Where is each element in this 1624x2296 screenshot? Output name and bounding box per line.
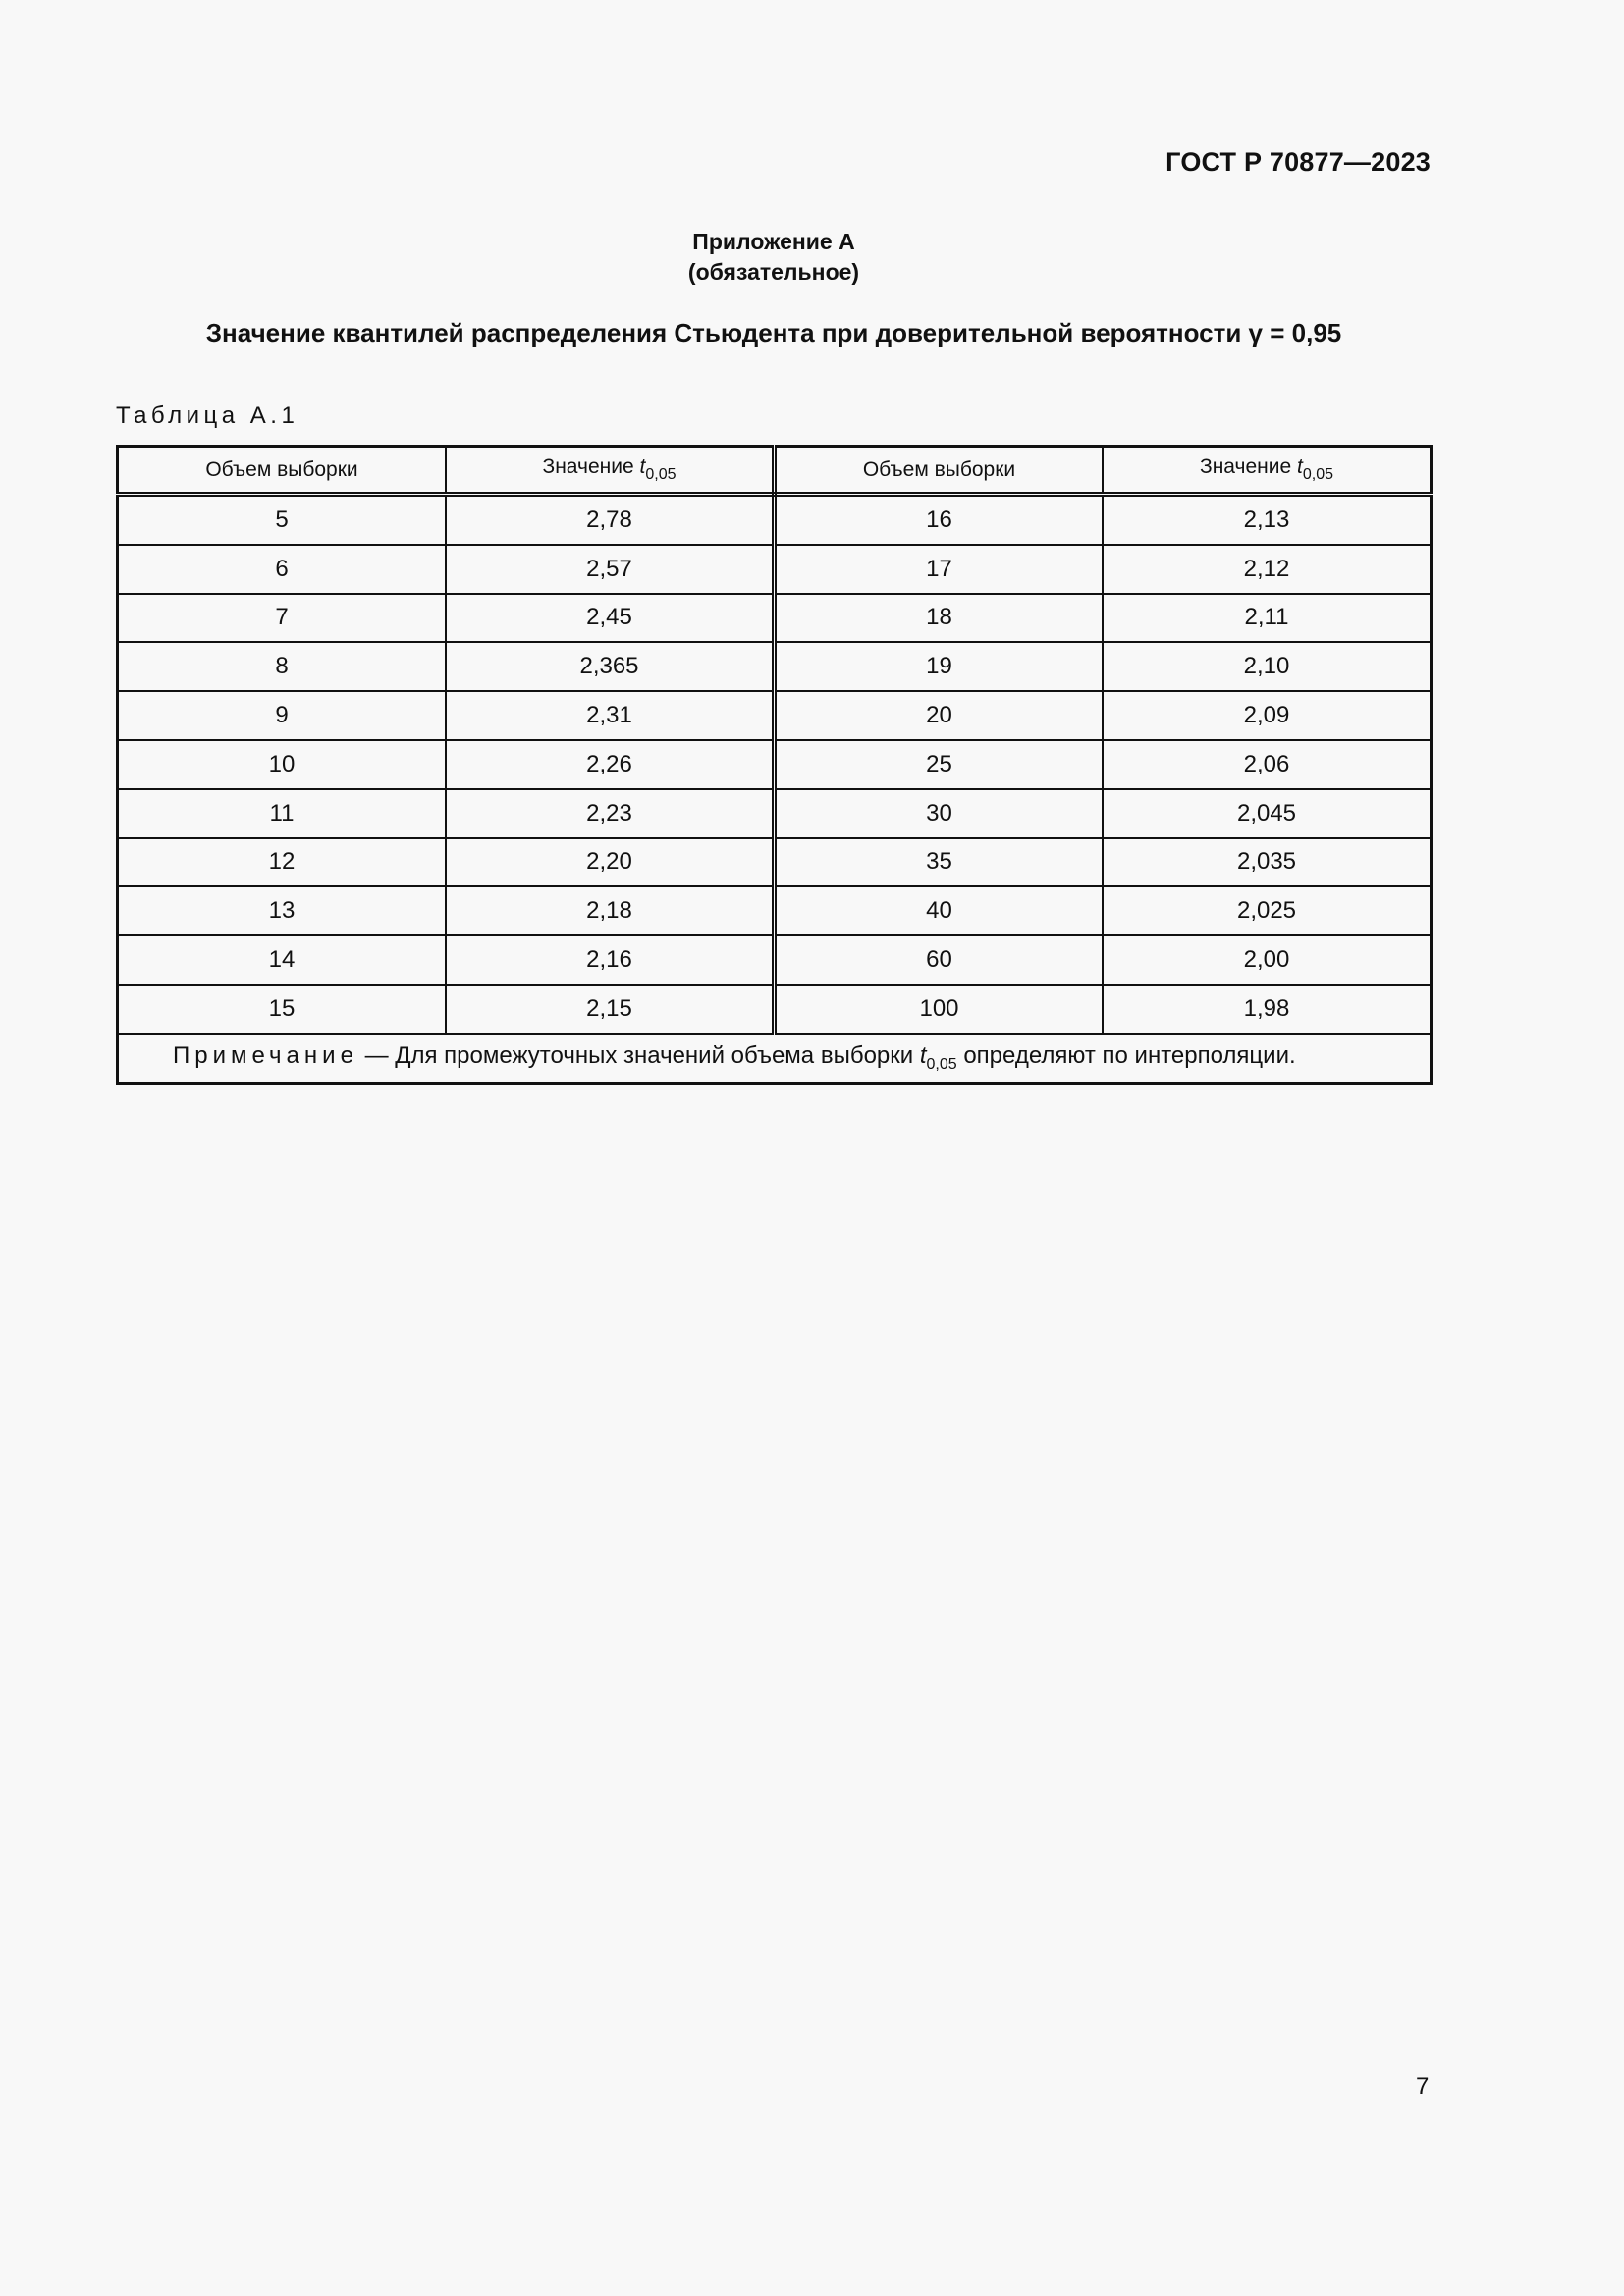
sample-size-cell: 12 bbox=[118, 838, 447, 887]
table-row bbox=[118, 935, 1432, 985]
quantile-value-cell: 2,31 bbox=[446, 691, 775, 740]
document-title: Значение квантилей распределения Стьюдента при доверительной вероятности γ = 0,95 bbox=[205, 318, 1342, 347]
sample-size-cell: 18 bbox=[775, 594, 1104, 643]
column-header-sample-size-2: Объем выборки bbox=[775, 447, 1104, 495]
table-note-row bbox=[118, 1034, 1432, 1083]
sample-size-cell: 16 bbox=[775, 495, 1104, 545]
quantile-value-cell: 1,98 bbox=[1103, 985, 1432, 1034]
quantile-value-cell: 2,06 bbox=[1103, 740, 1432, 789]
quantile-value-cell: 2,045 bbox=[1103, 789, 1432, 838]
page-number: 7 bbox=[1416, 2073, 1430, 2100]
sample-size-cell: 25 bbox=[775, 740, 1104, 789]
quantile-table bbox=[116, 445, 1433, 1085]
quantile-value-cell: 2,025 bbox=[1103, 886, 1432, 935]
sample-size-cell: 9 bbox=[118, 691, 447, 740]
table-row bbox=[118, 838, 1432, 887]
quantile-value-cell: 2,26 bbox=[446, 740, 775, 789]
appendix-status: (обязательное) bbox=[687, 259, 860, 285]
table-row bbox=[118, 691, 1432, 740]
sample-size-cell: 10 bbox=[118, 740, 447, 789]
sample-size-cell: 15 bbox=[118, 985, 447, 1034]
table-row bbox=[118, 545, 1432, 594]
sample-size-cell: 8 bbox=[118, 642, 447, 691]
quantile-value-cell: 2,45 bbox=[446, 594, 775, 643]
quantile-value-cell: 2,09 bbox=[1103, 691, 1432, 740]
sample-size-cell: 20 bbox=[775, 691, 1104, 740]
sample-size-cell: 5 bbox=[118, 495, 447, 545]
table-row bbox=[118, 886, 1432, 935]
sample-size-cell: 14 bbox=[118, 935, 447, 985]
quantile-value-cell: 2,365 bbox=[446, 642, 775, 691]
quantile-value-cell: 2,15 bbox=[446, 985, 775, 1034]
sample-size-cell: 40 bbox=[775, 886, 1104, 935]
quantile-value-cell: 2,18 bbox=[446, 886, 775, 935]
table-row bbox=[118, 985, 1432, 1034]
table-row bbox=[118, 642, 1432, 691]
sample-size-cell: 60 bbox=[775, 935, 1104, 985]
table-body bbox=[118, 495, 1432, 1034]
table-row bbox=[118, 740, 1432, 789]
table-caption: Таблица А.1 bbox=[116, 402, 299, 429]
quantile-value-cell: 2,57 bbox=[446, 545, 775, 594]
sample-size-cell: 100 bbox=[775, 985, 1104, 1034]
sample-size-cell: 30 bbox=[775, 789, 1104, 838]
column-header-sample-size-1: Объем выборки bbox=[118, 447, 447, 495]
sample-size-cell: 19 bbox=[775, 642, 1104, 691]
quantile-value-cell: 2,12 bbox=[1103, 545, 1432, 594]
sample-size-cell: 11 bbox=[118, 789, 447, 838]
sample-size-cell: 35 bbox=[775, 838, 1104, 887]
standard-number: ГОСТ Р 70877—2023 bbox=[1165, 147, 1431, 177]
quantile-table-container bbox=[116, 445, 1433, 1085]
appendix-title: Приложение А bbox=[692, 229, 855, 254]
quantile-value-cell: 2,10 bbox=[1103, 642, 1432, 691]
table-header-row bbox=[118, 447, 1432, 495]
sample-size-cell: 17 bbox=[775, 545, 1104, 594]
quantile-value-cell: 2,20 bbox=[446, 838, 775, 887]
quantile-value-cell: 2,11 bbox=[1103, 594, 1432, 643]
sample-size-cell: 7 bbox=[118, 594, 447, 643]
table-row bbox=[118, 789, 1432, 838]
column-header-value-1: Значение $t_{0,05}$ bbox=[446, 447, 775, 495]
quantile-value-cell: 2,00 bbox=[1103, 935, 1432, 985]
column-header-value-2: Значение $t_{0,05}$ bbox=[1103, 447, 1432, 495]
table-row bbox=[118, 495, 1432, 545]
sample-size-cell: 6 bbox=[118, 545, 447, 594]
quantile-value-cell: 2,23 bbox=[446, 789, 775, 838]
table-row bbox=[118, 594, 1432, 643]
quantile-value-cell: 2,035 bbox=[1103, 838, 1432, 887]
quantile-value-cell: 2,78 bbox=[446, 495, 775, 545]
table-note: Примечание — Для промежуточных значений объема выборки $t_{0,05}$ определяют по интерполяции. bbox=[118, 1034, 1432, 1083]
quantile-value-cell: 2,16 bbox=[446, 935, 775, 985]
note-label: Примечание bbox=[173, 1041, 358, 1069]
sample-size-cell: 13 bbox=[118, 886, 447, 935]
quantile-value-cell: 2,13 bbox=[1103, 495, 1432, 545]
